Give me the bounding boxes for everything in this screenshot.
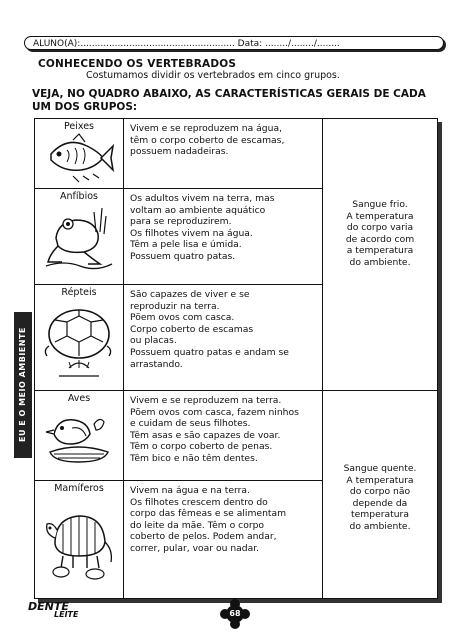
description-line: Vivem na água e na terra. (130, 485, 250, 496)
temperature-line: depende da (352, 497, 408, 509)
description-line: Têm bico e não têm dentes. (130, 452, 258, 464)
temperature-line: Sangue frio. (352, 199, 408, 210)
animal-cell-anfibios (35, 189, 124, 285)
student-name-date-line: ALUNO(A):...................................................... Data: ......../......../........ (24, 36, 444, 50)
description-line: São capazes de viver e se (130, 289, 250, 300)
bird-icon (44, 404, 114, 468)
temperature-line: a temperatura (346, 245, 414, 257)
animal-name: Peixes (64, 121, 94, 132)
description-line: corpo das fêmeas e se alimentam (130, 508, 287, 520)
turtle-icon (41, 298, 117, 380)
description-line: Os filhotes crescem dentro do (130, 496, 268, 508)
vertebrates-table (34, 118, 438, 599)
description-line: para se reproduzirem. (130, 216, 232, 228)
description-line: Põem ovos com casca. (130, 312, 235, 324)
animal-cell-repteis (35, 285, 124, 391)
armadillo-icon (41, 494, 117, 580)
page-number: 68 (226, 605, 244, 623)
temperature-cell-warm (323, 391, 438, 599)
description-cell-anfibios (124, 189, 323, 285)
publisher-logo (28, 600, 79, 619)
description-line: têm o corpo coberto de escamas, (130, 134, 285, 146)
description-cell-mamiferos (124, 481, 323, 599)
description-line: coberto de pelos. Podem andar, (130, 531, 277, 543)
temperature-line: Sangue quente. (343, 463, 417, 474)
description-cell-repteis (124, 285, 323, 391)
table-row (35, 119, 438, 189)
description-line: Corpo coberto de escamas (130, 323, 254, 335)
side-strip-label: EU E O MEIO AMBIENTE (14, 312, 32, 458)
temperature-line: A temperatura (346, 474, 414, 486)
description-line: possuem nadadeiras. (130, 146, 229, 158)
description-line: correr, pular, voar ou nadar. (130, 542, 260, 554)
description-line: ou placas. (130, 335, 177, 347)
description-line: do leite da mãe. Têm o corpo (130, 519, 265, 531)
description-cell-aves (124, 391, 323, 481)
description-line: Os adultos vivem na terra, mas (130, 193, 275, 204)
animal-name: Aves (67, 393, 91, 404)
logo-line-1: DENTE (28, 600, 69, 613)
temperature-line: do ambiente. (349, 256, 411, 268)
frog-icon (44, 202, 114, 272)
temperature-line: do corpo varia (346, 222, 414, 234)
description-cell-peixes (124, 119, 323, 189)
animal-name: Anfíbios (60, 191, 98, 202)
temperature-line: A temperatura (346, 210, 414, 222)
description-line: e cuidam de seus filhotes. (130, 418, 251, 430)
temperature-cell-cold (323, 119, 438, 391)
description-line: Os filhotes vivem na água. (130, 227, 253, 239)
fish-icon (43, 132, 115, 184)
animal-cell-peixes (35, 119, 124, 189)
temperature-line: do corpo não (349, 486, 411, 498)
description-line: Têm o corpo coberto de penas. (130, 441, 273, 453)
animal-cell-mamiferos (35, 481, 124, 599)
description-line: Põem ovos com casca, fazem ninhos (130, 406, 299, 418)
description-line: Possuem quatro patas e andam se (130, 346, 289, 358)
logo-line-2: LEITE (54, 610, 79, 619)
description-line: Têm asas e são capazes de voar. (130, 429, 281, 441)
animal-name: Mamíferos (54, 483, 104, 494)
description-line: Possuem quatro patas. (130, 250, 236, 262)
temperature-line: temperatura (351, 509, 409, 521)
description-line: arrastando. (130, 358, 183, 370)
table-row (35, 391, 438, 481)
description-line: Vivem e se reproduzem na terra. (130, 395, 282, 406)
page-subtitle: Costumamos dividir os vertebrados em cinco grupos. (86, 70, 340, 81)
description-line: Vivem e se reproduzem na água, (130, 123, 282, 134)
temperature-line: de acordo com (345, 233, 415, 245)
description-line: voltam ao ambiente aquático (130, 204, 266, 216)
description-line: Têm a pele lisa e úmida. (130, 239, 242, 251)
page-title: CONHECENDO OS VERTEBRADOS (38, 58, 237, 70)
animal-name: Répteis (61, 287, 97, 298)
temperature-line: do ambiente. (349, 520, 411, 532)
description-line: reproduzir na terra. (130, 300, 220, 312)
animal-cell-aves (35, 391, 124, 481)
table-heading: VEJA, NO QUADRO ABAIXO, AS CARACTERÍSTICAS GERAIS DE CADA UM DOS GRUPOS: (32, 88, 426, 113)
